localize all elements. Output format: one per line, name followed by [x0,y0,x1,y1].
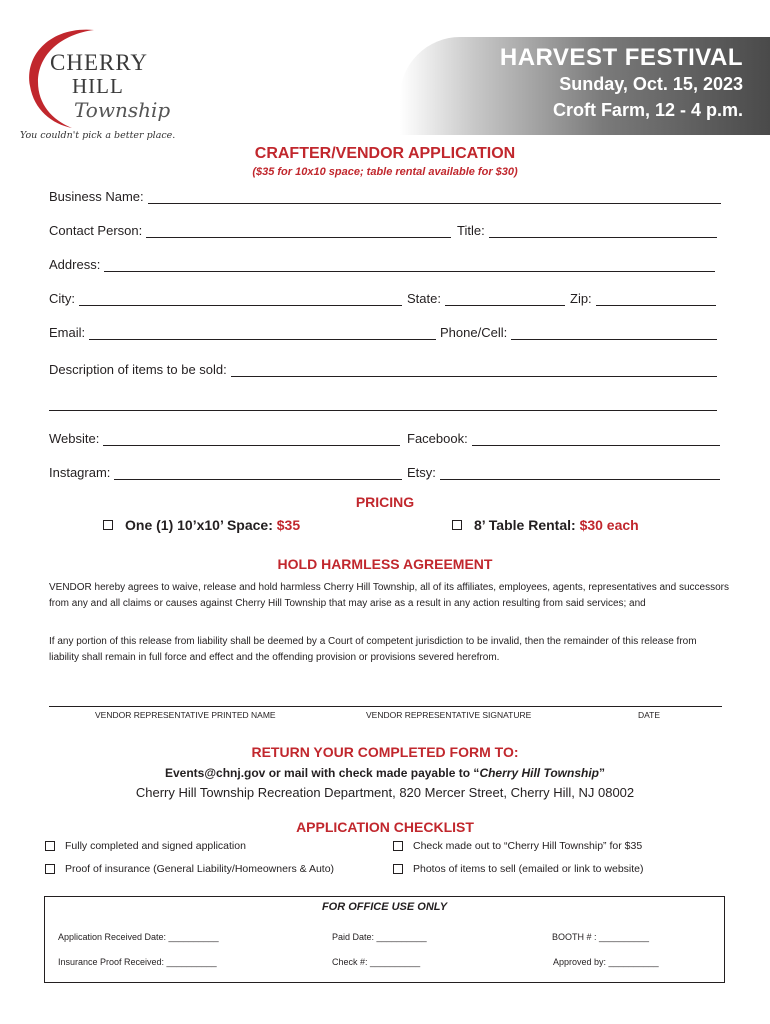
state-label: State: [407,291,441,306]
website-label: Website: [49,431,100,446]
zip-label: Zip: [570,291,592,306]
address-label: Address: [49,257,101,272]
checklist-checkbox[interactable] [45,841,55,851]
email-line[interactable] [89,328,436,340]
return-payee: Cherry Hill Township [479,766,600,780]
event-date: Sunday, Oct. 15, 2023 [559,74,743,94]
checklist-item[interactable] [45,840,246,852]
instagram-line[interactable] [114,468,402,480]
checklist-checkbox[interactable] [45,864,55,874]
return-close-quote: ” [599,766,606,780]
office-use-box [44,896,725,983]
etsy-label: Etsy: [407,465,436,480]
contact-person-label: Contact Person: [49,223,143,238]
logo-tagline: You couldn't pick a better place. [20,130,176,141]
contact-person-field[interactable] [49,223,451,238]
space-label: One (1) 10’x10’ Space: [125,517,273,533]
description-label: Description of items to be sold: [49,362,227,377]
checklist-item-label: Proof of insurance (General Liability/Homeowners & Auto) [65,863,335,875]
instagram-field[interactable] [49,465,402,480]
checklist-checkbox[interactable] [393,841,403,851]
checklist-item[interactable] [393,840,642,852]
business-name-label: Business Name: [49,189,144,204]
state-field[interactable] [407,291,565,306]
event-location: Croft Farm, 12 - 4 p.m. [552,100,743,120]
table-checkbox[interactable] [452,520,462,530]
insurance-received-field[interactable]: Insurance Proof Received: __________ [58,957,217,967]
checklist-checkbox[interactable] [393,864,403,874]
date-label: DATE [638,710,661,720]
check-number-field[interactable]: Check #: __________ [332,957,421,967]
zip-line[interactable] [596,294,716,306]
space-checkbox[interactable] [103,520,113,530]
checklist-item-label: Check made out to “Cherry Hill Township” for $35 [413,840,643,852]
facebook-line[interactable] [472,434,720,446]
website-line[interactable] [103,434,400,446]
description-field[interactable] [49,362,717,377]
pricing-option-space[interactable] [103,517,300,533]
logo-hill-text: HILL [72,74,124,98]
logo-cherry-text: CHERRY [50,50,149,75]
paid-date-field[interactable]: Paid Date: __________ [332,932,427,942]
checklist-item[interactable] [393,863,644,875]
agreement-paragraph-2: If any portion of this release from liability shall be deemed by a Court of competent jurisdiction to be invalid, then the remainder of this release from liability shall remain in full force and effect and the offending provision or provisions severed herefrom. [49,636,697,663]
return-email-line [0,766,770,780]
city-line[interactable] [79,294,402,306]
title-line[interactable] [489,226,717,238]
agreement-paragraph-1: VENDOR hereby agrees to waive, release and hold harmless Cherry Hill Township, all of its affiliates, employees, agents, representatives and successors from any and all claims or causes against Cherry Hill Township that may arise as a result in any action resulting from said services; and [49,582,729,609]
business-name-line[interactable] [148,192,721,204]
phone-label: Phone/Cell: [440,325,508,340]
application-received-field[interactable]: Application Received Date: __________ [58,932,219,942]
facebook-field[interactable] [407,431,720,446]
email-label: Email: [49,325,86,340]
logo-township-text: Township [74,98,171,122]
title-field[interactable] [457,223,717,238]
description-line[interactable] [231,365,717,377]
business-name-field[interactable] [49,189,721,204]
form-title: CRAFTER/VENDOR APPLICATION [254,145,516,162]
form-subtitle: ($35 for 10x10 space; table rental available for $30) [252,166,518,178]
return-heading: RETURN YOUR COMPLETED FORM TO: [251,744,519,760]
return-email-text: Events@chnj.gov or mail with check made payable to “ [164,766,480,780]
event-title: HARVEST FESTIVAL [499,44,743,71]
table-price: $30 each [579,517,639,533]
checklist-item[interactable] [45,863,334,875]
contact-person-line[interactable] [146,226,451,238]
booth-field[interactable]: BOOTH # : __________ [552,932,650,942]
agreement-heading: HOLD HARMLESS AGREEMENT [277,556,493,572]
etsy-line[interactable] [440,468,720,480]
website-field[interactable] [49,431,400,446]
address-field[interactable] [49,257,715,272]
etsy-field[interactable] [407,465,720,480]
title-label: Title: [457,223,485,238]
facebook-label: Facebook: [407,431,468,446]
zip-field[interactable] [570,291,716,306]
email-field[interactable] [49,325,436,340]
city-field[interactable] [49,291,402,306]
description-line-2[interactable] [49,399,717,411]
instagram-label: Instagram: [49,465,111,480]
township-logo [20,24,176,144]
office-use-title: FOR OFFICE USE ONLY [321,901,448,913]
state-line[interactable] [445,294,565,306]
signature-line[interactable] [49,706,722,707]
phone-field[interactable] [440,325,717,340]
pricing-heading: PRICING [355,494,415,510]
printed-name-label: VENDOR REPRESENTATIVE PRINTED NAME [95,710,276,720]
return-address: Cherry Hill Township Recreation Department, 820 Mercer Street, Cherry Hill, NJ 08002 [135,785,635,800]
table-label: 8’ Table Rental: [474,517,576,533]
city-label: City: [49,291,75,306]
checklist-item-label: Fully completed and signed application [65,840,246,852]
approved-by-field[interactable]: Approved by: __________ [553,957,659,967]
phone-line[interactable] [511,328,717,340]
checklist-heading: APPLICATION CHECKLIST [296,819,474,835]
space-price: $35 [276,517,301,533]
description-field-continued[interactable] [49,399,717,411]
address-line[interactable] [104,260,715,272]
checklist-item-label: Photos of items to sell (emailed or link to website) [413,863,644,875]
signature-label: VENDOR REPRESENTATIVE SIGNATURE [366,710,532,720]
pricing-option-table[interactable] [452,517,639,533]
